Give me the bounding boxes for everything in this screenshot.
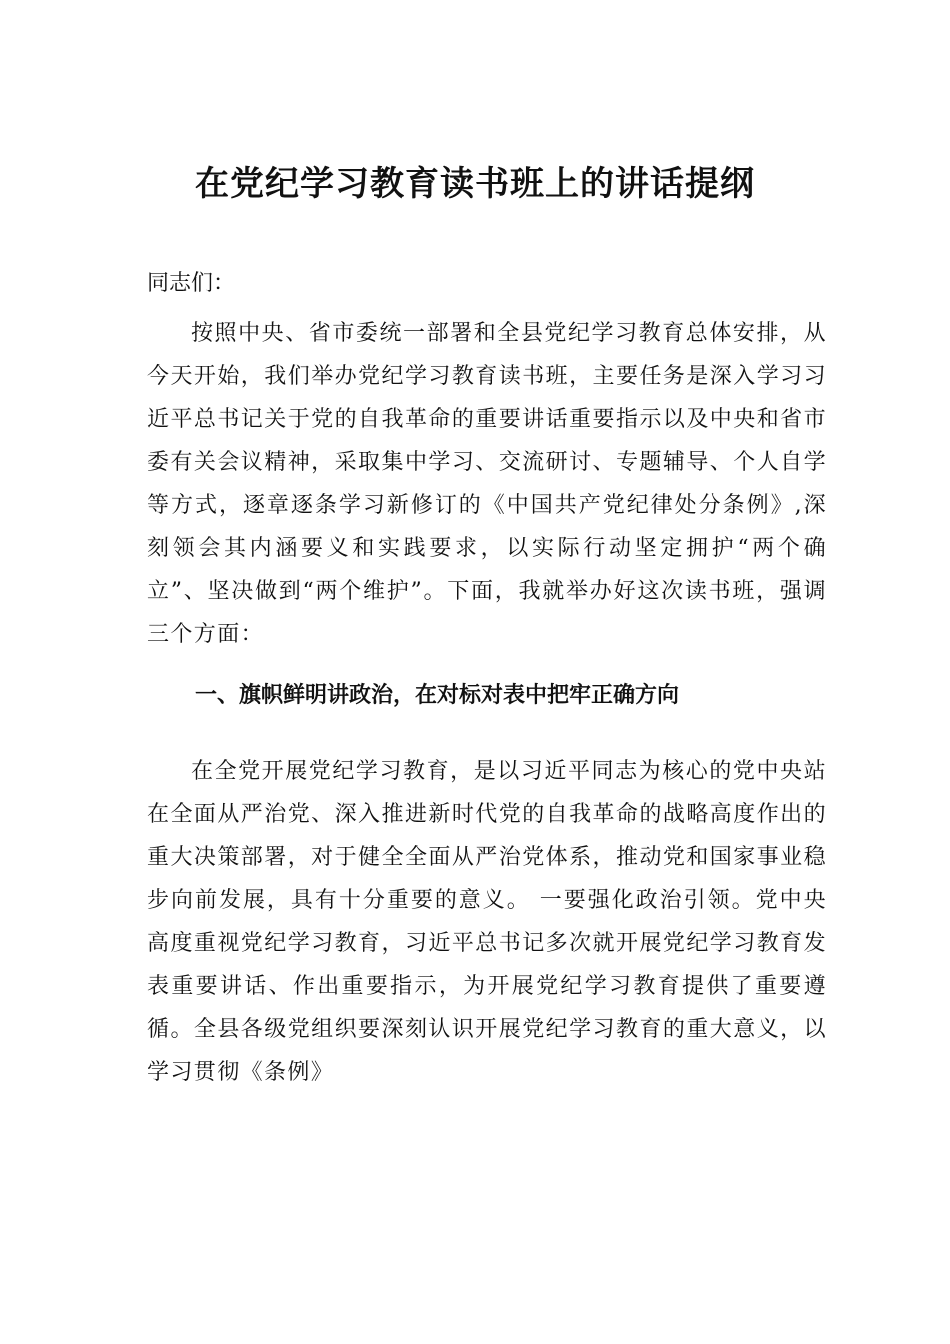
body-paragraph: 在全党开展党纪学习教育，是以习近平同志为核心的党中央站在全面从严治党、深入推进新时代党的自我革命的战略高度作出的重大决策部署，对于健全全面从严治党体系，推动党和国家事业稳步向前发展，具有十分重要的意义。 一要强化政治引领。党中央高度重视党纪学习教育，习近平总书记多次就开展党纪学习教育发表重要讲话、作出重要指示，为开展党纪学习教育提供了重要遵循。全县各级党组织要深刻认识开展党纪学习教育的重大意义，以学习贯彻《条例》: [147, 759, 827, 1085]
document-title: 在党纪学习教育读书班上的讲话提纲: [195, 164, 755, 204]
section-heading-1: 一、旗帜鲜明讲政治，在对标对表中把牢正确方向: [195, 683, 680, 708]
intro-paragraph: 按照中央、省市委统一部署和全县党纪学习教育总体安排，从今天开始，我们举办党纪学习教育读书班，主要任务是深入学习习近平总书记关于党的自我革命的重要讲话重要指示以及中央和省市委有关会议精神，采取集中学习、交流研讨、专题辅导、个人自学等方式，逐章逐条学习新修订的《中国共产党纪律处分条例》,深刻领会其内涵要义和实践要求，以实际行动坚定拥护“两个确立”、坚决做到“两个维护”。下面，我就举办好这次读书班，强调三个方面：: [147, 321, 827, 647]
salutation: 同志们：: [147, 271, 236, 296]
